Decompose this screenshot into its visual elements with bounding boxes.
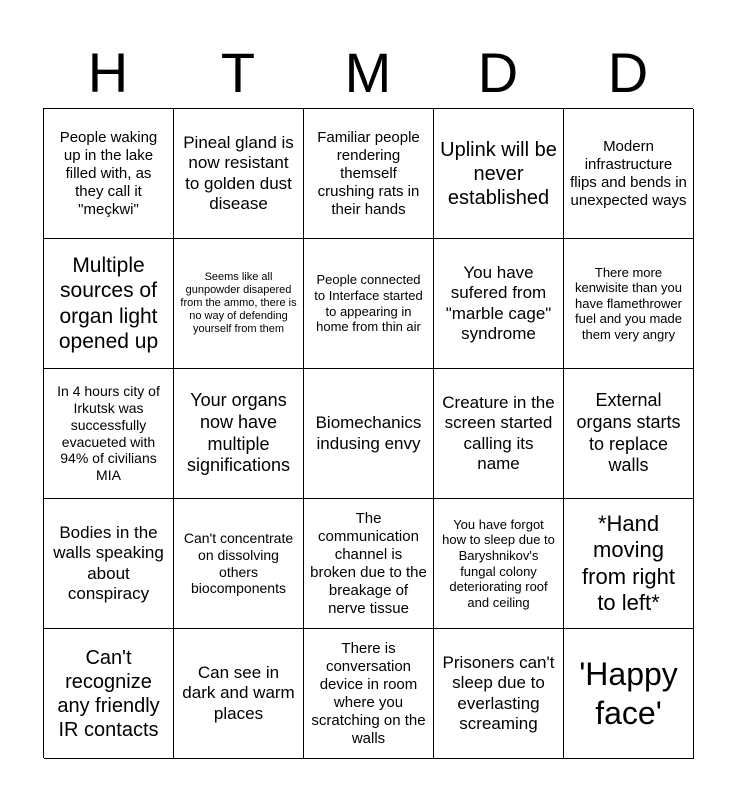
bingo-cell[interactable]	[564, 239, 694, 369]
bingo-cell[interactable]	[174, 109, 304, 239]
cell-text: Biomechanics indusing envy	[315, 413, 422, 453]
bingo-grid	[43, 108, 693, 758]
bingo-cell[interactable]	[174, 499, 304, 629]
bingo-cell[interactable]	[434, 499, 564, 629]
bingo-cell[interactable]	[304, 109, 434, 239]
cell-text: Can't concentrate on dissolving others biocomponents	[183, 529, 294, 597]
bingo-cell[interactable]	[564, 499, 694, 629]
cell-text: Can't recognize any friendly IR contacts	[57, 646, 160, 741]
cell-text: People connected to Interface started to appearing in home from thin air	[314, 272, 423, 335]
bingo-cell[interactable]	[304, 239, 434, 369]
header-letter-5: D	[607, 41, 649, 104]
header-letter-4: D	[477, 41, 519, 104]
cell-text: Familiar people rendering themself crushing rats in their hands	[317, 128, 420, 218]
bingo-cell[interactable]	[564, 629, 694, 759]
cell-text: Prisoners can't sleep due to everlasting screaming	[442, 652, 555, 733]
header-letter-3: M	[344, 41, 392, 104]
cell-text: 'Happy face'	[579, 656, 678, 731]
bingo-cell[interactable]	[304, 629, 434, 759]
cell-text: There more kenwisite than you have flamethrower fuel and you made them very angry	[575, 264, 682, 342]
cell-text: Pineal gland is now resistant to golden dust disease	[183, 132, 294, 213]
cell-text: Bodies in the walls speaking about conspiracy	[53, 522, 164, 603]
bingo-cell[interactable]	[174, 239, 304, 369]
bingo-cell[interactable]	[44, 109, 174, 239]
cell-text: Seems like all gunpowder disapered from the ammo, there is no way of defending yourself from them	[180, 270, 297, 336]
cell-text: Multiple sources of organ light opened up	[58, 254, 159, 353]
cell-text: You have sufered from "marble cage" syndrome	[445, 262, 552, 343]
cell-text: Modern infrastructure flips and bends in unexpected ways	[570, 137, 687, 209]
bingo-cell[interactable]	[174, 369, 304, 499]
bingo-cell[interactable]	[44, 239, 174, 369]
bingo-cell[interactable]	[44, 369, 174, 499]
cell-text: People waking up in the lake filled with, as they call it "meçkwi"	[59, 128, 158, 218]
bingo-cell[interactable]	[44, 629, 174, 759]
cell-text: Uplink will be never established	[440, 138, 557, 209]
bingo-cell[interactable]	[434, 109, 564, 239]
cell-text: In 4 hours city of Irkutsk was successfully evacueted with 94% of civilians MIA	[57, 383, 160, 484]
cell-text: *Hand moving from right to left*	[582, 510, 675, 615]
bingo-cell[interactable]	[304, 369, 434, 499]
cell-text: Can see in dark and warm places	[182, 662, 295, 723]
cell-text: You have forgot how to sleep due to Baryshnikov's fungal colony deteriorating roof and ceiling	[442, 516, 555, 610]
cell-text: The communication channel is broken due to the breakage of nerve tissue	[310, 509, 427, 617]
bingo-cell[interactable]	[434, 629, 564, 759]
bingo-cell[interactable]	[174, 629, 304, 759]
bingo-cell[interactable]	[564, 109, 694, 239]
cell-text: There is conversation device in room where you scratching on the walls	[311, 639, 426, 747]
header-letter-1: H	[87, 41, 129, 104]
cell-text: External organs starts to replace walls	[576, 390, 681, 476]
bingo-cell[interactable]	[564, 369, 694, 499]
bingo-cell[interactable]	[434, 369, 564, 499]
header-letter-2: T	[220, 41, 256, 104]
bingo-cell[interactable]	[434, 239, 564, 369]
bingo-header	[43, 38, 693, 108]
cell-text: Creature in the screen started calling its name	[442, 392, 555, 473]
cell-text: Your organs now have multiple significations	[186, 390, 291, 476]
bingo-cell[interactable]	[304, 499, 434, 629]
bingo-cell[interactable]	[44, 499, 174, 629]
